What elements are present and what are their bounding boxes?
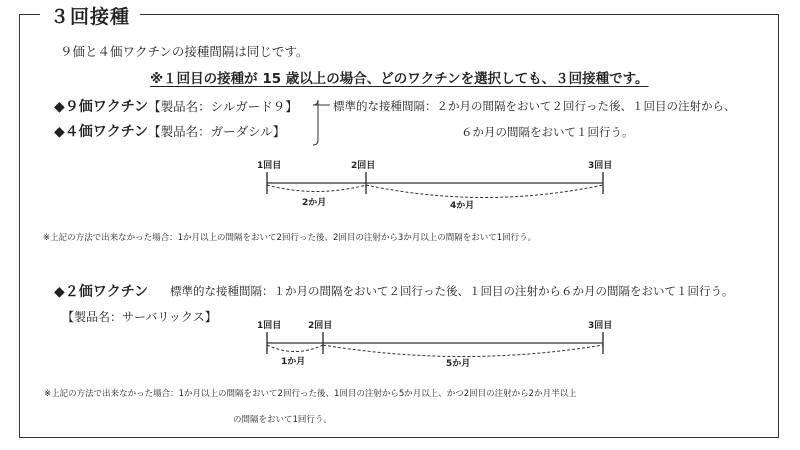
footnote-2-line2: の間隔をおいて1回行う。 [233, 415, 332, 425]
t2-dose2-label: 2回目 [308, 321, 333, 331]
vaccine-9-name: ◆９価ワクチン [54, 99, 149, 115]
vaccine-2-product: 【製品名：サーバリックス】 [62, 310, 217, 324]
section-title: ３回接種 [40, 2, 140, 29]
t2-interval1-label: 1か月 [281, 357, 306, 367]
vaccine-4-product: 【製品名：ガーダシル】 [148, 124, 286, 139]
t1-dose3-label: 3回目 [588, 161, 613, 171]
vaccine-9-product: 【製品名：シルガード９】 [148, 99, 298, 114]
intro-text: ９価と４価ワクチンの接種間隔は同じです。 [60, 44, 309, 59]
t1-dose2-label: 2回目 [351, 161, 376, 171]
vaccine-4-name: ◆４価ワクチン [54, 124, 149, 140]
t1-dose1-label: 1回目 [257, 161, 282, 171]
footnote-2-line1: ※上記の方法で出来なかった場合：1か月以上の間隔をおいて2回行った後、1回目の注射から5か月以上、かつ2回目の注射から2か月半以上 [44, 389, 577, 399]
vaccine-2-name: ◆２価ワクチン [54, 284, 149, 300]
t1-interval2-label: 4か月 [450, 201, 475, 211]
schedule-2: 標準的な接種間隔：１か月の間隔をおいて２回行った後、１回目の注射から６か月の間隔をおいて１回行う。 [170, 284, 734, 298]
schedule-9-4-line2: ６か月の間隔をおいて１回行う。 [461, 125, 634, 139]
footnote-9-4: ※上記の方法で出来なかった場合：1か月以上の間隔をおいて2回行った後、2回目の注射から3か月以上の間隔をおいて1回行う。 [43, 233, 537, 243]
t1-interval1-label: 2か月 [302, 198, 327, 208]
t2-dose3-label: 3回目 [588, 321, 613, 331]
t2-interval2-label: 5か月 [446, 359, 471, 369]
t2-dose1-label: 1回目 [257, 321, 282, 331]
age-note: ※１回目の接種が 15 歳以上の場合、どのワクチンを選択しても、３回接種です。 [150, 71, 649, 87]
schedule-9-4-line1: 標準的な接種間隔：２か月の間隔をおいて２回行った後、１回目の注射から、 [333, 99, 736, 113]
